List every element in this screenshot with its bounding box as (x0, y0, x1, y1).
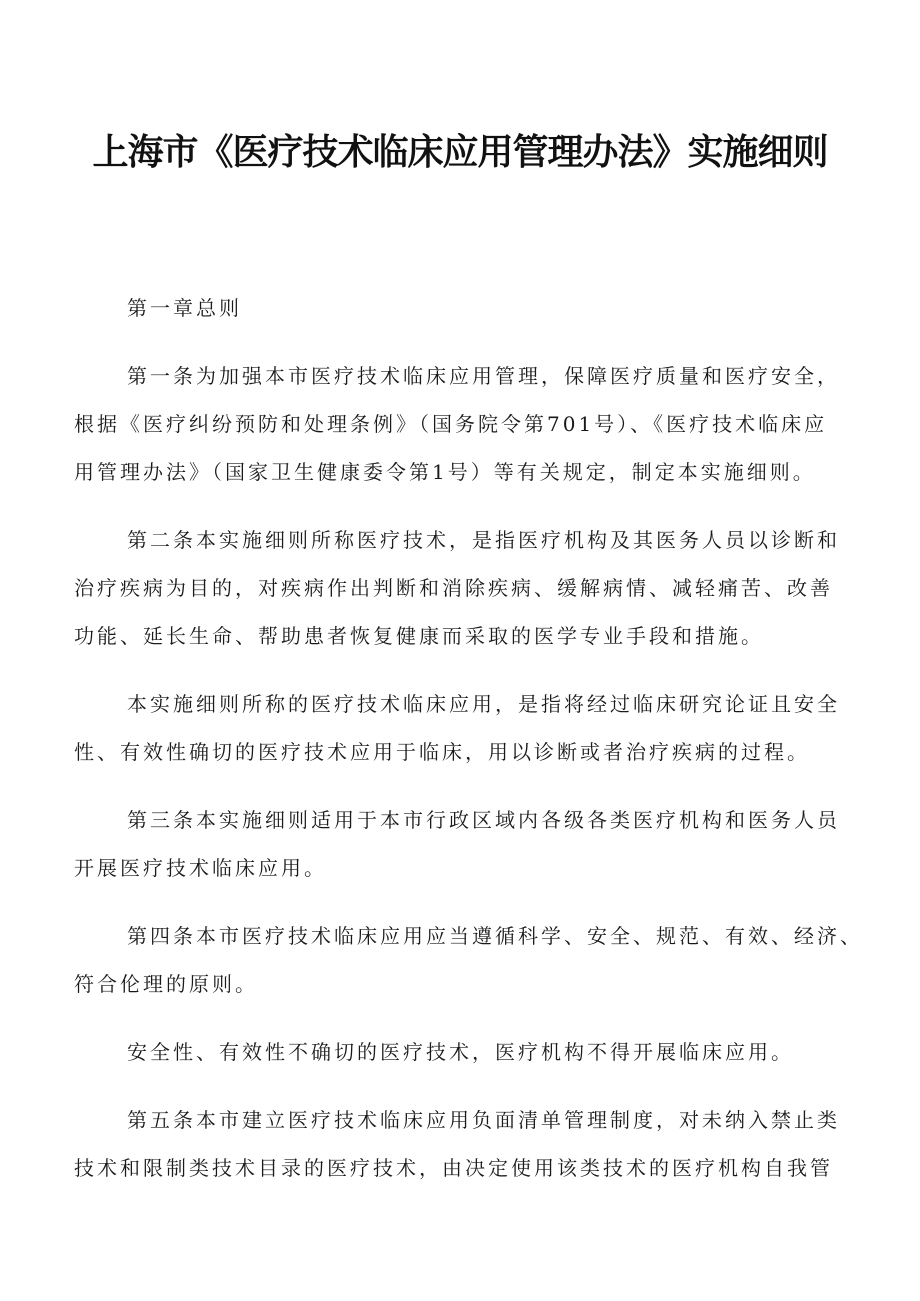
paragraph-line: 用管理办法》（国家卫生健康委令第1号）等有关规定，制定本实施细则。 (74, 460, 816, 484)
paragraph-line: 开展医疗技术临床应用。 (74, 856, 327, 880)
paragraph-line: 第一条为加强本市医疗技术临床应用管理，保障医疗质量和医疗安全， (127, 364, 840, 388)
paragraph-line: 符合伦理的原则。 (74, 972, 258, 996)
paragraph-line: 技术和限制类技术目录的医疗技术，由决定使用该类技术的医疗机构自我管 (74, 1156, 833, 1180)
paragraph-line: 第四条本市医疗技术临床应用应当遵循科学、安全、规范、有效、经济、 (127, 924, 863, 948)
paragraph-line: 安全性、有效性不确切的医疗技术，医疗机构不得开展临床应用。 (127, 1040, 794, 1064)
chapter-heading: 第一章总则 (127, 296, 242, 320)
paragraph-line: 第三条本实施细则适用于本市行政区域内各级各类医疗机构和医务人员 (127, 808, 840, 832)
document-title: 上海市《医疗技术临床应用管理办法》实施细则 (92, 132, 828, 173)
paragraph-line: 第五条本市建立医疗技术临床应用负面清单管理制度，对未纳入禁止类 (127, 1108, 840, 1132)
paragraph-line: 根据《医疗纠纷预防和处理条例》（国务院令第701号）、《医疗技术临床应 (74, 412, 828, 436)
paragraph-line: 本实施细则所称的医疗技术临床应用，是指将经过临床研究论证且安全 (127, 692, 840, 716)
paragraph-line: 功能、延长生命、帮助患者恢复健康而采取的医学专业手段和措施。 (74, 624, 764, 648)
paragraph-line: 第二条本实施细则所称医疗技术，是指医疗机构及其医务人员以诊断和 (127, 528, 840, 552)
paragraph-line: 治疗疾病为目的，对疾病作出判断和消除疾病、缓解病情、减轻痛苦、改善 (74, 576, 833, 600)
paragraph-line: 性、有效性确切的医疗技术应用于临床，用以诊断或者治疗疾病的过程。 (74, 740, 810, 764)
